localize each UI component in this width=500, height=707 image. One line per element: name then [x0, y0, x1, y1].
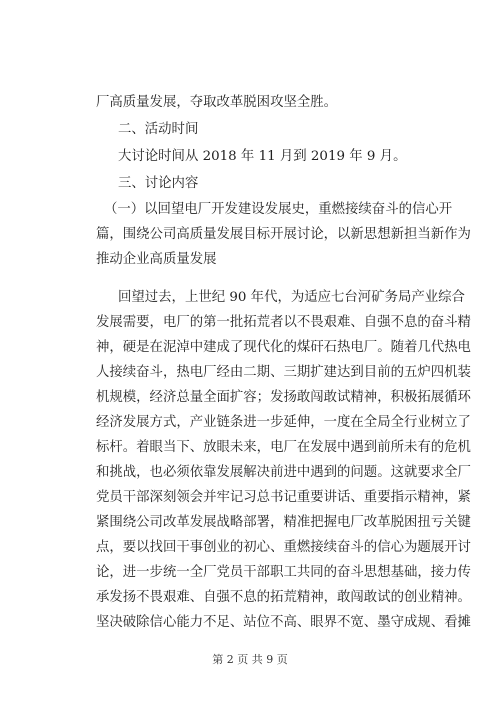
text-line: 经济发展方式，产业链条进一步延伸，一度在全局全行业树立了 — [96, 415, 471, 430]
text-line: 党员干部深刻领会并牢记习总书记重要讲话、重要指示精神，紧 — [96, 490, 471, 505]
text-line: 和挑战，也必须依靠发展解决前进中遇到的问题。这就要求全厂 — [96, 465, 471, 480]
text-line: 机规模，经济总量全面扩容；发扬敢闯敢试精神，积极拓展循环 — [96, 390, 471, 405]
text-line: 人接续奋斗，热电厂经由二期、三期扩建达到目前的五炉四机装 — [96, 365, 471, 380]
section-heading: 三、讨论内容 — [118, 176, 199, 191]
text-line: 神，硬是在泥淖中建成了现代化的煤矸石热电厂。随着几代热电 — [96, 340, 471, 355]
text-line: 论，进一步统一全厂党员干部职工共同的奋斗思想基础，接力传 — [96, 565, 471, 580]
text-line: 篇，围绕公司高质量发展目标开展讨论，以新思想新担当新作为 — [96, 227, 471, 242]
subsection-heading: （一）以回望电厂开发建设发展史，重燃接续奋斗的信心开 — [104, 202, 453, 217]
section-heading: 二、活动时间 — [118, 122, 199, 137]
page-footer: 第 2 页 共 9 页 — [212, 653, 288, 666]
text-line: 大讨论时间从 2018 年 11 月到 2019 年 9 月。 — [118, 149, 407, 164]
text-line: 坚决破除信心能力不足、站位不高、眼界不宽、墨守成规、看摊 — [96, 615, 471, 630]
text-line: 紧围绕公司改革发展战略部署，精准把握电厂改革脱困扭亏关键 — [96, 515, 471, 530]
text-line: 承发扬不畏艰难、自强不息的拓荒精神，敢闯敢试的创业精神。 — [96, 590, 471, 605]
text-line: 发展需要，电厂的第一批拓荒者以不畏艰难、自强不息的奋斗精 — [96, 315, 471, 330]
text-line: 推动企业高质量发展 — [96, 252, 217, 267]
paragraph-first-line: 回望过去，上世纪 90 年代，为适应七台河矿务局产业综合 — [118, 290, 465, 305]
text-line: 点，要以找回干事创业的初心、重燃接续奋斗的信心为题展开讨 — [96, 540, 471, 555]
text-line: 厂高质量发展，夺取改革脱困攻坚全胜。 — [96, 95, 338, 110]
text-line: 标杆。着眼当下、放眼未来，电厂在发展中遇到前所未有的危机 — [96, 440, 471, 455]
